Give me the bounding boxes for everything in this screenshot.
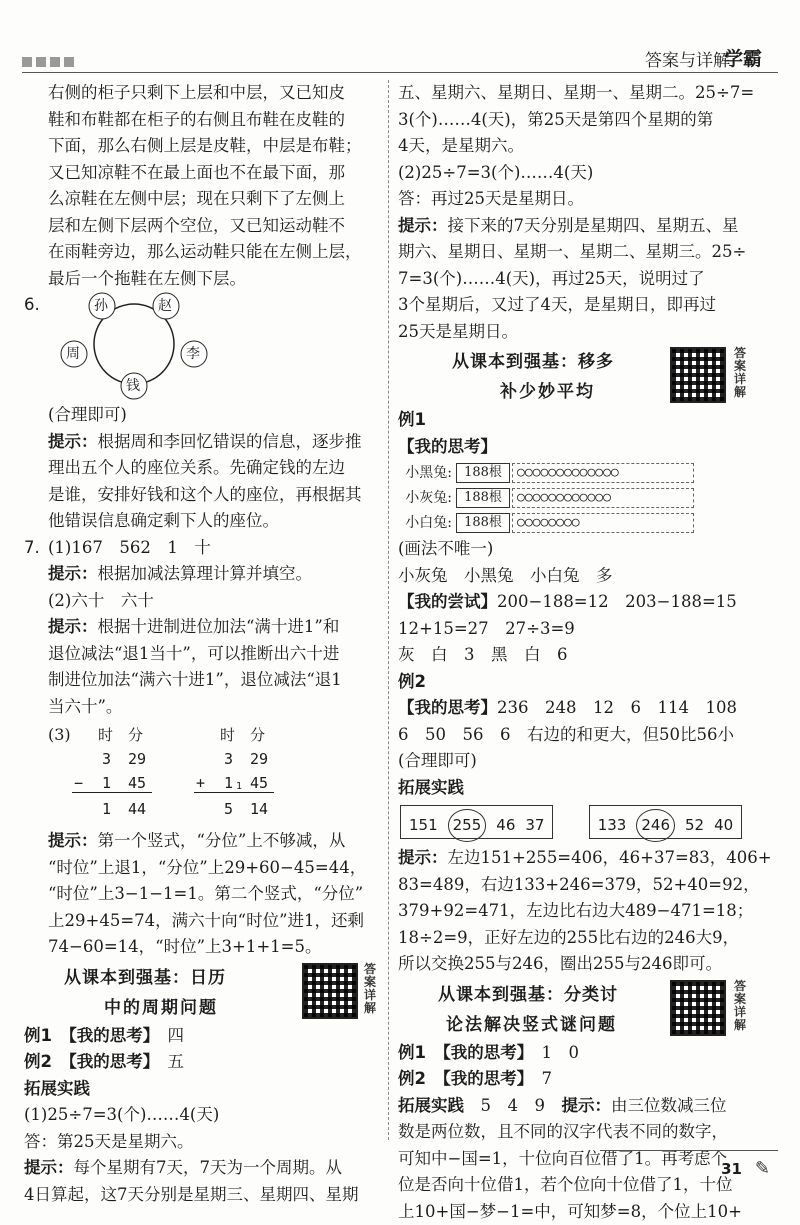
q6-note: (合理即可) (24, 402, 380, 429)
text-line: 12+15=27 27÷3=9 (398, 616, 780, 643)
rabbit-name: 小白兔: (398, 510, 452, 537)
circled-number: 255 (448, 809, 487, 842)
text-line: 最后一个拖鞋在左侧下层。 (48, 266, 380, 293)
hint-label: 提示： (48, 564, 98, 583)
text-line: 6 50 56 6 右边的和更大，但50比56小 (398, 722, 780, 749)
number: 133 (598, 812, 627, 839)
left-column (24, 80, 380, 1208)
vertical-calculations (24, 720, 380, 828)
text-line: 根据周和李回忆错误的信息，逐步推 (98, 432, 362, 451)
section-title: 从课本到强基：分类讨 (438, 982, 618, 1009)
page-number: 31 (721, 1160, 742, 1178)
order-answer: 小灰兔 小黑兔 小白兔 多 (398, 563, 780, 590)
think-label: 【我的思考】 (442, 1069, 525, 1088)
text-line: “时位”上3−1−1=1。第二个竖式，“分位” (48, 881, 380, 908)
q7-part2: (2)六十 六十 (24, 588, 380, 615)
vert1-hour-label: 时 (98, 722, 113, 749)
rabbit-extra: ○○○○○○○○ (512, 513, 694, 533)
number: 40 (714, 812, 733, 839)
rabbit-extra: ○○○○○○○○○○○○○ (512, 463, 694, 483)
text-line: 4日算起，这7天分别是星期三、星期四、星期 (24, 1182, 380, 1209)
text-line: 灰 白 3 黑 白 6 (398, 642, 780, 669)
answer: 7 (541, 1069, 552, 1088)
average-example1 (398, 407, 780, 978)
vert2-r3m: 14 (250, 796, 268, 823)
vert1-r3m: 44 (128, 796, 146, 823)
text-line: 根据十进制进位加法“满十进1”和 (98, 617, 340, 636)
section-title: 从课本到强基：日历 (64, 965, 226, 992)
vert1-r1h: 3 (102, 746, 111, 773)
text-line: 根据加减法算理计算并填空。 (98, 564, 313, 583)
page-header (0, 0, 800, 70)
text-line: 左边151+255=406，46+37=83，406+ (448, 848, 772, 867)
text-line: 么凉鞋在左侧中层；现在只剩下了左侧上 (48, 186, 380, 213)
example-label: 例1 (398, 407, 780, 434)
answer: 四 (167, 1026, 184, 1045)
text-line: 答：第25天是星期六。 (24, 1129, 380, 1156)
puzzle-examples (398, 1040, 780, 1225)
vert2-carry: 1 (236, 774, 242, 801)
rabbit-extra: ○○○○○○○○○○○○ (512, 488, 694, 508)
draw-note: (画法不唯一) (398, 536, 780, 563)
qr-code-icon[interactable] (302, 963, 358, 1019)
text-line: 下面，那么右侧上层是皮鞋，中层是布鞋； (48, 133, 380, 160)
seat-zhou: 周 (66, 341, 80, 368)
rabbit-row (398, 487, 694, 509)
text-line: 右侧的柜子只剩下上层和中层，又已知皮 (48, 80, 380, 107)
qr-label: 答案详解 (734, 347, 748, 399)
text-line: 379+92=471，左边比右边大489−471=18； (398, 898, 780, 925)
seating-circle (54, 292, 254, 402)
vert2-min-label: 分 (250, 722, 265, 749)
seat-qian: 钱 (126, 373, 140, 400)
vert1-r2m: 45 (128, 770, 146, 797)
text-line: (合理即可) (398, 748, 780, 775)
qr-label: 答案详解 (364, 963, 378, 1015)
text-line: 236 248 12 6 114 108 (497, 698, 737, 717)
qr-code-icon[interactable] (670, 347, 726, 403)
number: 46 (496, 812, 515, 839)
hint-label: 提示： (48, 432, 98, 451)
q7-part1: (1)167 562 1 十 (48, 538, 211, 557)
text-line: 他错误信息确定剩下人的座位。 (48, 508, 380, 535)
text-line: 200−188=12 203−188=15 (497, 592, 737, 611)
text-line: (1)25÷7=3(个)……4(天) (24, 1102, 380, 1129)
text-line: 每个星期有7天，7天为一个周期。从 (74, 1158, 343, 1177)
text-line: “时位”上退1，“分位”上29+60−45=44， (48, 855, 380, 882)
example-label: 例2 (398, 669, 780, 696)
seat-zhao: 赵 (158, 293, 172, 320)
rabbit-row (398, 512, 694, 534)
text-line: 退位减法“退1当十”，可以推断出六十进 (48, 641, 380, 668)
footer-rule (600, 1150, 778, 1151)
qr-label: 答案详解 (734, 980, 748, 1032)
example-label: 例2 (24, 1052, 52, 1071)
example-label: 例2 (398, 1069, 426, 1088)
text-line: 五、星期六、星期日、星期一、星期二。25÷7= (398, 80, 780, 107)
hint-label: 提示： (398, 216, 448, 235)
rabbit-diagram (398, 460, 780, 536)
hint-label: 提示： (48, 617, 98, 636)
practice-label: 拓展实践 (398, 1096, 464, 1115)
vert1-op: − (74, 770, 83, 797)
text-line: 接下来的7天分别是星期四、星期五、星 (448, 216, 739, 235)
seating-diagram (24, 292, 380, 402)
header-title: 答案与详解 (645, 46, 730, 71)
vert2-r3h: 5 (224, 796, 233, 823)
text-line: 3个星期后，又过了4天，是星期日，即再过 (398, 292, 780, 319)
vert2-line (194, 792, 274, 793)
text-line: 当六十”。 (48, 694, 380, 721)
vert2-hour-label: 时 (220, 722, 235, 749)
number: 151 (409, 812, 438, 839)
q7-hint3 (24, 828, 380, 961)
practice-label: 拓展实践 (398, 775, 780, 802)
vert1-r3h: 1 (102, 796, 111, 823)
answer: 1 0 (541, 1043, 579, 1062)
pencil-icon: ✎ (755, 1158, 770, 1179)
hint-label: 提示： (562, 1096, 612, 1115)
text-line: 数是两位数，且不同的汉字代表不同的数字， (398, 1119, 780, 1146)
number-boxes (398, 801, 780, 845)
section-title: 论法解决竖式谜问题 (446, 1012, 617, 1039)
question-number: 6. (24, 292, 48, 319)
text-line: 18÷2=9，正好左边的255比右边的246大9， (398, 925, 780, 952)
right-number-box (589, 805, 742, 839)
text-line: 所以交换255与246，圈出255与246即可。 (398, 951, 780, 978)
vert2-r2m: 45 (250, 770, 268, 797)
think-label: 【我的思考】 (68, 1026, 151, 1045)
text-line: 25天是星期日。 (398, 319, 780, 346)
intro-paragraph (24, 80, 380, 292)
text-line: (2)25÷7=3(个)……4(天) (398, 160, 780, 187)
text-line: 是谁，安排好钱和这个人的座位，再根据其 (48, 482, 380, 509)
number: 37 (525, 812, 544, 839)
section-heading-puzzle (398, 978, 780, 1040)
hint-label: 提示： (24, 1158, 74, 1177)
answer: 5 4 9 (481, 1096, 546, 1115)
text-line: 位是否向十位借1，若个位向十位借了1，十位 (398, 1172, 780, 1199)
section-heading-average (398, 345, 780, 407)
column-divider (388, 80, 389, 1140)
practice-label: 拓展实践 (24, 1076, 380, 1103)
section-title: 补少妙平均 (500, 379, 595, 406)
text-line: 4天，是星期六。 (398, 133, 780, 160)
text-line: 第一个竖式，“分位”上不够减，从 (98, 831, 346, 850)
text-line: 可知中−国=1，十位向百位借了1。再考虑个 (398, 1146, 780, 1173)
section-title: 从课本到强基：移多 (452, 349, 614, 376)
text-line: 7=3(个)……4(天)，再过25天，说明过了 (398, 266, 780, 293)
vert1-r2h: 1 (102, 770, 111, 797)
calendar-continued (398, 80, 780, 345)
rabbit-name: 小灰兔: (398, 485, 452, 512)
page-footer (0, 1140, 800, 1190)
think-label: 【我的思考】 (398, 434, 780, 461)
text-line: 上29+45=74，满六十向“时位”进1，还剩 (48, 908, 380, 935)
q7 (24, 535, 380, 961)
think-label: 【我的思考】 (398, 698, 497, 717)
right-column (398, 80, 780, 1225)
left-number-box (400, 805, 553, 839)
text-line: 又已知凉鞋不在最上面也不在最下面，那 (48, 160, 380, 187)
text-line: 在雨鞋旁边，那么运动鞋只能在左侧上层， (48, 239, 380, 266)
vert2-r2h: 1 (224, 770, 233, 797)
seat-li: 李 (186, 341, 200, 368)
seat-sun: 孙 (94, 293, 108, 320)
text-line: 83=489，右边133+246=379，52+40=92， (398, 872, 780, 899)
hint-label: 提示： (48, 831, 98, 850)
text-line: 层和左侧下层两个空位，又已知运动鞋不 (48, 213, 380, 240)
number: 52 (685, 812, 704, 839)
header-brand: 学霸 (724, 44, 762, 71)
q6-hint (24, 429, 380, 535)
text-line: 由三位数减三位 (611, 1096, 727, 1115)
rabbit-count: 188根 (456, 513, 510, 533)
qr-code-icon[interactable] (670, 980, 726, 1036)
vert2-r1m: 29 (250, 746, 268, 773)
think-label: 【我的思考】 (442, 1043, 525, 1062)
rabbit-count: 188根 (456, 488, 510, 508)
vert1-r1m: 29 (128, 746, 146, 773)
text-line: 74−60=14，“时位”上3+1+1=5。 (48, 934, 380, 961)
rabbit-name: 小黑兔: (398, 460, 452, 487)
text-line: 制进位加法“满六十进1”，退位减法“退1 (48, 667, 380, 694)
answer: 五 (167, 1052, 184, 1071)
text-line: 理出五个人的座位关系。先确定钱的左边 (48, 455, 380, 482)
vert2-op: + (196, 770, 205, 797)
rabbit-count: 188根 (456, 463, 510, 483)
text-line: 3(个)……4(天)，第25天是第四个星期的第 (398, 107, 780, 134)
vert1-min-label: 分 (128, 722, 143, 749)
header-rule (22, 72, 778, 73)
try-label: 【我的尝试】 (398, 592, 497, 611)
section-title: 中的周期问题 (104, 995, 218, 1022)
example-label: 例1 (24, 1026, 52, 1045)
section-heading-calendar (24, 961, 380, 1023)
hint-label: 提示： (398, 848, 448, 867)
text-line: 答：再过25天是星期日。 (398, 186, 780, 213)
rabbit-row (398, 462, 694, 484)
question-number: 7. (24, 535, 48, 562)
q7-part3: (3) (48, 722, 71, 749)
text-line: 上10+国−梦−1=中，可知梦=8，个位上10+ (398, 1199, 780, 1225)
vert2-r1h: 3 (224, 746, 233, 773)
text-line: 期六、星期日、星期一、星期二、星期三。25÷ (398, 239, 780, 266)
think-label: 【我的思考】 (68, 1052, 151, 1071)
text-line: 鞋和布鞋都在柜子的右侧且布鞋在皮鞋的 (48, 107, 380, 134)
example-label: 例1 (398, 1043, 426, 1062)
header-decoration (22, 52, 78, 71)
circled-number: 246 (636, 809, 675, 842)
vert1-line (72, 792, 152, 793)
